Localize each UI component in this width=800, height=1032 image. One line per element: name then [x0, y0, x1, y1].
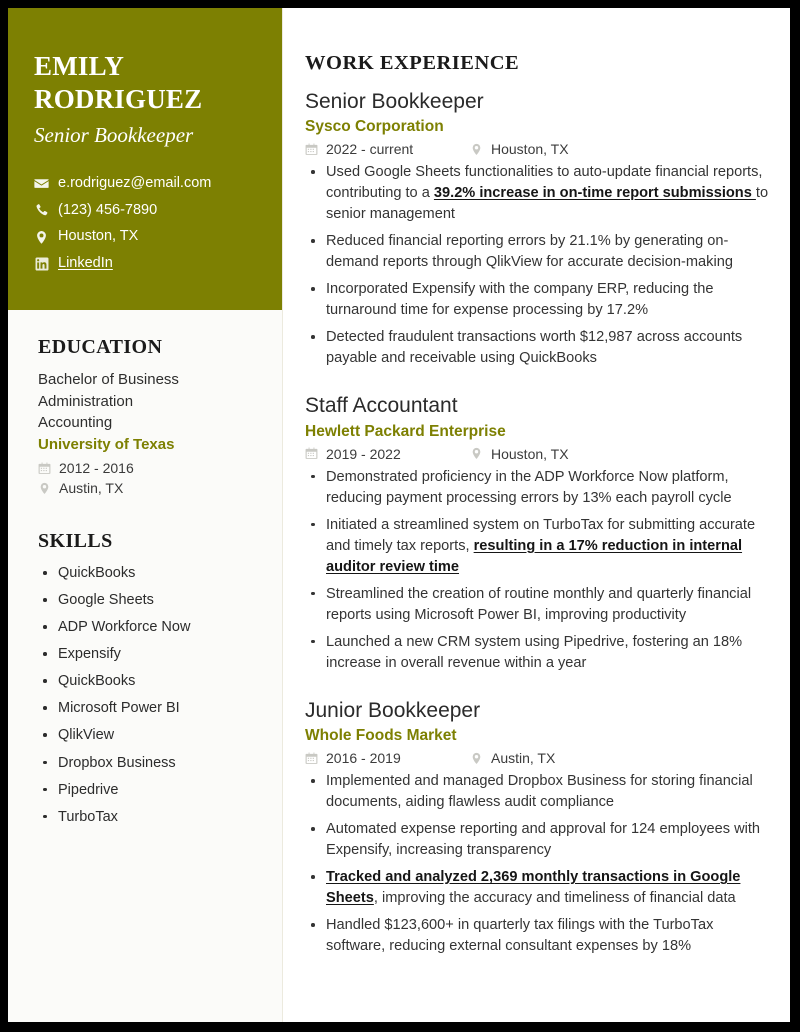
skill-item: Expensify — [38, 644, 256, 665]
bullet-highlight: 39.2% increase in on-time report submissions — [433, 185, 756, 202]
job-role: Senior Bookkeeper — [305, 90, 484, 113]
skill-item: TurboTax — [38, 807, 256, 828]
sidebar — [8, 8, 283, 1022]
job-role: Junior Bookkeeper — [305, 698, 481, 722]
contact-linkedin-link[interactable]: LinkedIn — [58, 254, 113, 271]
skill-item: Pipedrive — [38, 780, 256, 801]
job-dates — [305, 141, 470, 157]
job-bullet — [305, 279, 772, 321]
job-entry — [305, 89, 772, 369]
candidate-job-title: Senior Bookkeeper — [34, 122, 194, 147]
job-bullet — [305, 632, 772, 674]
job-bullet-list — [305, 162, 772, 369]
bullet-text: , improving the accuracy and timeliness of financial data — [373, 890, 736, 907]
job-meta-row — [305, 446, 772, 462]
skills-heading: SKILLS — [38, 530, 113, 553]
job-dates-text: 2019 - 2022 — [326, 445, 401, 462]
bullet-text: Reduced financial reporting errors by 21.1% by generating on-demand reports through QlikView for accurate decision-making — [326, 233, 733, 271]
calendar-icon — [305, 143, 318, 156]
envelope-icon — [34, 176, 49, 191]
education-dates-row — [38, 460, 256, 476]
work-experience-column — [283, 8, 790, 1022]
job-company: Hewlett Packard Enterprise — [305, 422, 506, 440]
calendar-icon — [305, 752, 318, 765]
contact-item-location — [34, 227, 256, 247]
job-bullet — [305, 515, 772, 578]
calendar-icon — [38, 462, 51, 475]
job-dates — [305, 446, 470, 462]
education-degree-line-3: Accounting — [38, 413, 113, 431]
skill-item: QuickBooks — [38, 671, 256, 692]
skill-item: Google Sheets — [38, 590, 256, 611]
job-bullet — [305, 327, 772, 369]
job-bullet — [305, 584, 772, 626]
job-location-text: Houston, TX — [491, 141, 569, 158]
contact-email-text: e.rodriguez@email.com — [58, 175, 212, 192]
job-list — [305, 89, 772, 957]
sidebar-header-block — [8, 8, 282, 310]
bullet-highlight: resulting in a 17% reduction in internal auditor review time — [326, 537, 743, 575]
skills-section — [38, 530, 256, 827]
candidate-last-name: RODRIGUEZ — [34, 83, 203, 114]
work-experience-heading: WORK EXPERIENCE — [305, 52, 520, 74]
job-bullet — [305, 771, 772, 813]
education-location-text: Austin, TX — [59, 480, 124, 497]
bullet-text: to senior management — [326, 185, 769, 223]
education-degree-line-1: Bachelor of Business — [38, 371, 179, 389]
job-dates — [305, 750, 470, 766]
contact-phone-text: (123) 456-7890 — [58, 201, 158, 218]
job-bullet — [305, 231, 772, 273]
job-role: Staff Accountant — [305, 394, 458, 418]
job-company: Sysco Corporation — [305, 118, 444, 136]
education-location-row — [38, 480, 256, 496]
job-location — [470, 750, 555, 766]
bullet-text: Demonstrated proficiency in the ADP Workforce Now platform, reducing payment processing errors by 13% each payroll cycle — [326, 468, 732, 506]
sidebar-body — [8, 310, 282, 853]
job-bullet — [305, 915, 772, 957]
job-meta-row — [305, 141, 772, 157]
bullet-text: Automated expense reporting and approval for 124 employees with Expensify, increasing transparency — [326, 821, 761, 859]
job-location — [470, 446, 569, 462]
job-company: Whole Foods Market — [305, 727, 457, 745]
job-bullet — [305, 867, 772, 909]
skill-item: Dropbox Business — [38, 753, 256, 774]
location-pin-icon — [470, 752, 483, 765]
bullet-text: Initiated a streamlined system on TurboTax for submitting accurate and timely tax reports, — [326, 516, 756, 554]
job-location-text: Austin, TX — [491, 750, 556, 767]
bullet-text: Handled $123,600+ in quarterly tax filings with the TurboTax software, reducing external consultant expenses by 18% — [326, 917, 714, 955]
job-location — [470, 141, 569, 157]
bullet-text: Implemented and managed Dropbox Business for storing financial documents, aiding flawless audit compliance — [326, 773, 753, 811]
contact-item-email — [34, 174, 256, 194]
bullet-text: Launched a new CRM system using Pipedrive, fostering an 18% increase in overall revenue within a year — [326, 633, 743, 671]
job-dates-text: 2016 - 2019 — [326, 750, 401, 767]
candidate-first-name: EMILY — [34, 51, 125, 81]
location-pin-icon — [470, 143, 483, 156]
bullet-text: Detected fraudulent transactions worth $12,987 across accounts payable and receivable using QuickBooks — [326, 329, 743, 367]
education-dates-text: 2012 - 2016 — [59, 460, 134, 477]
job-dates-text: 2022 - current — [326, 141, 414, 158]
phone-icon — [34, 203, 49, 218]
job-bullet — [305, 467, 772, 509]
candidate-name — [34, 50, 256, 116]
location-pin-icon — [38, 482, 51, 495]
skill-item: QuickBooks — [38, 563, 256, 584]
bullet-text: Incorporated Expensify with the company ERP, reducing the turnaround time for expense processing by 17.2% — [326, 281, 714, 319]
bullet-text: Streamlined the creation of routine monthly and quarterly financial reports using Microsoft Power BI, improving productivity — [326, 585, 752, 623]
job-entry — [305, 393, 772, 673]
job-bullet-list — [305, 771, 772, 957]
bullet-highlight: Tracked and analyzed 2,369 monthly transactions in Google Sheets — [326, 869, 741, 907]
contact-item-linkedin[interactable] — [34, 254, 256, 274]
contact-item-phone — [34, 201, 256, 221]
education-school: University of Texas — [38, 436, 175, 454]
job-location-text: Houston, TX — [491, 445, 569, 462]
location-pin-icon — [34, 230, 49, 245]
bullet-text: Used Google Sheets functionalities to auto-update financial reports, contributing to a — [326, 164, 763, 202]
education-degree-line-2: Administration — [38, 392, 134, 410]
education-heading: EDUCATION — [38, 336, 163, 359]
skill-list — [38, 563, 256, 827]
resume-sheet — [8, 8, 790, 1022]
job-bullet-list — [305, 467, 772, 674]
skill-item: ADP Workforce Now — [38, 617, 256, 638]
skill-item: QlikView — [38, 725, 256, 746]
job-bullet — [305, 162, 772, 225]
calendar-icon — [305, 447, 318, 460]
job-entry — [305, 698, 772, 957]
location-pin-icon — [470, 447, 483, 460]
education-section — [38, 336, 256, 496]
job-meta-row — [305, 750, 772, 766]
contact-list — [34, 174, 256, 273]
skill-item: Microsoft Power BI — [38, 698, 256, 719]
job-bullet — [305, 819, 772, 861]
contact-location-text: Houston, TX — [58, 228, 139, 245]
linkedin-icon — [34, 257, 49, 271]
